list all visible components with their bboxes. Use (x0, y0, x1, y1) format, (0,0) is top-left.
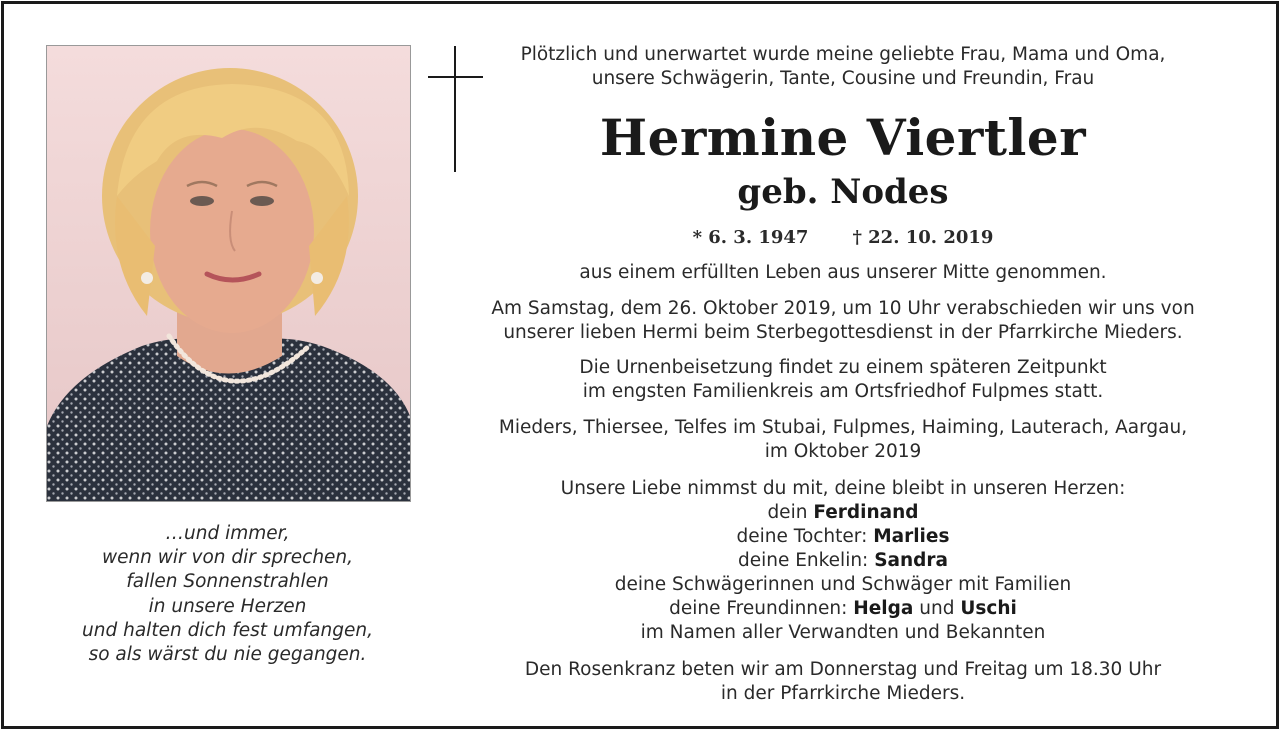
portrait-illustration (47, 46, 410, 501)
mourner-relatives: im Namen aller Verwandten und Bekannten (640, 622, 1046, 643)
portrait-photo (46, 45, 411, 502)
rosary-text (440, 658, 1246, 706)
poem-line: so als wärst du nie gegangen. (88, 644, 367, 666)
mourner-husband: dein Ferdinand (767, 502, 919, 523)
poem-line: in unsere Herzen (148, 595, 307, 617)
mourner-inlaws: deine Schwägerinnen und Schwäger mit Familien (614, 574, 1072, 595)
maiden-name-heading: geb. Nodes (737, 172, 949, 212)
mourner-granddaughter: deine Enkelin: Sandra (737, 550, 949, 571)
deceased-name (440, 110, 1246, 166)
rosary-line-1: Den Rosenkranz beten wir am Donnerstag und Freitag um 18.30 Uhr (524, 659, 1162, 680)
intro-text (440, 43, 1246, 91)
death-date: † 22. 10. 2019 (852, 227, 994, 248)
mourner-friends: deine Freundinnen: Helga und Uschi (669, 598, 1017, 619)
poem-line: …und immer, (165, 523, 290, 544)
life-dates (440, 226, 1246, 250)
love-line: Unsere Liebe nimmst du mit, deine bleibt in unseren Herzen: (560, 478, 1126, 499)
urn-text (440, 356, 1246, 404)
urn-line-1: Die Urnenbeisetzung findet zu einem späteren Zeitpunkt (579, 357, 1107, 378)
mourner-daughter: deine Tochter: Marlies (736, 526, 950, 547)
taken-line: aus einem erfüllten Leben aus unserer Mitte genommen. (579, 262, 1107, 283)
farewell-line-2: unserer lieben Hermi beim Sterbegottesdienst in der Pfarrkirche Mieders. (503, 322, 1183, 343)
poem-line: fallen Sonnenstrahlen (126, 571, 329, 593)
birth-date: * 6. 3. 1947 (692, 227, 809, 248)
rosary-line-2: in der Pfarrkirche Mieders. (720, 683, 966, 704)
intro-line-1: Plötzlich und unerwartet wurde meine geliebte Frau, Mama und Oma, (520, 44, 1166, 65)
farewell-line-1: Am Samstag, dem 26. Oktober 2019, um 10 Uhr verabschieden wir uns von (491, 298, 1195, 319)
maiden-name (440, 172, 1246, 212)
memorial-poem (46, 522, 409, 667)
poem-line: wenn wir von dir sprechen, (101, 547, 354, 569)
places-text (440, 416, 1246, 464)
poem-line: und halten dich fest umfangen, (82, 619, 373, 641)
name-heading: Hermine Viertler (599, 108, 1087, 167)
farewell-text (440, 297, 1246, 345)
urn-line-2: im engsten Familienkreis am Ortsfriedhof Fulpmes statt. (582, 381, 1104, 402)
places-line-1: Mieders, Thiersee, Telfes im Stubai, Fulpmes, Haiming, Lauterach, Aargau, (498, 417, 1188, 438)
places-line-2: im Oktober 2019 (764, 441, 922, 462)
taken-text (440, 261, 1246, 285)
intro-line-2: unsere Schwägerin, Tante, Cousine und Freundin, Frau (591, 68, 1095, 89)
mourners-list (440, 477, 1246, 645)
